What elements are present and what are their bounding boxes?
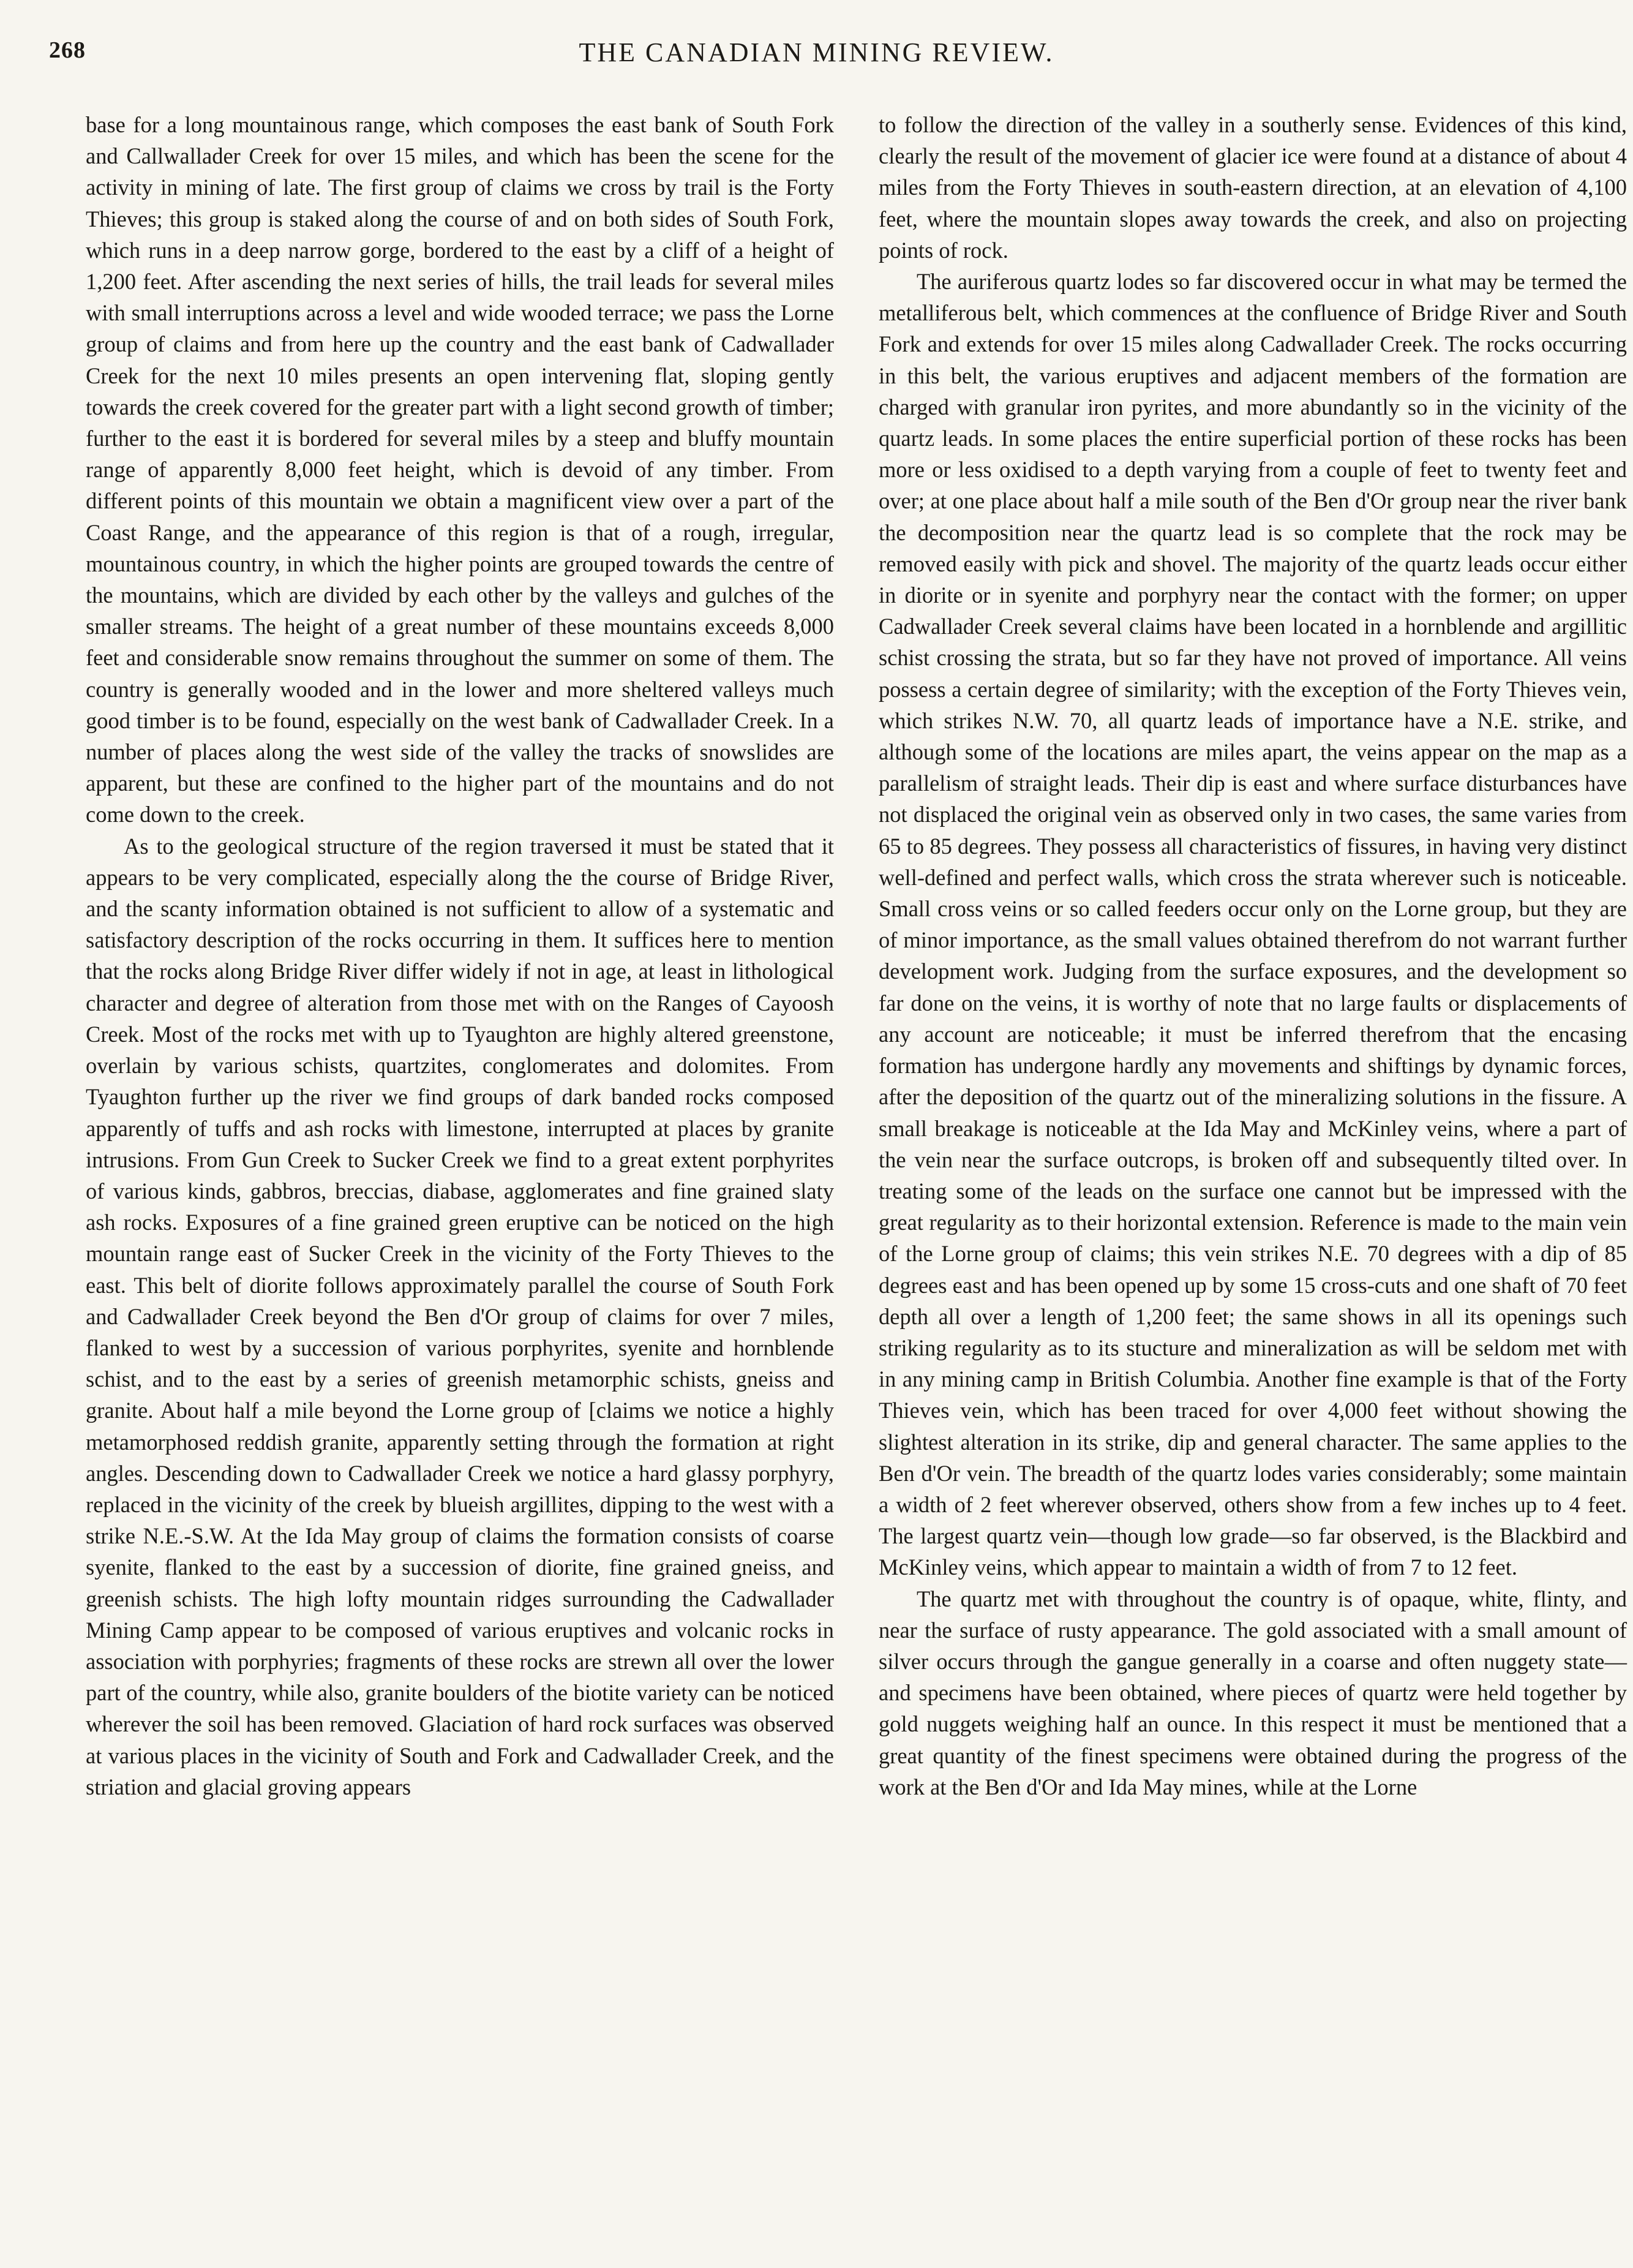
left-column <box>86 109 834 1803</box>
paragraph: The quartz met with throughout the country is of opaque, white, flinty, and near the surface of rusty appearance. The gold associated with a small amount of silver occurs through the gangue generally in a coarse and often nuggety state—and specimens have been obtained, where pieces of quartz were held together by gold nuggets weighing half an ounce. In this respect it must be mentioned that a great quantity of the finest specimens were obtained during the progress of the work at the Ben d'Or and Ida May mines, while at the Lorne <box>879 1586 1627 1799</box>
right-column <box>879 109 1627 1803</box>
paragraph: to follow the direction of the valley in a southerly sense. Evidences of this kind, clearly the result of the movement of glacier ice were found at a distance of about 4 miles from the Forty Thieves in south-eastern direction, at an elevation of 4,100 feet, where the mountain slopes away towards the creek, and also on projecting points of rock. <box>879 112 1627 263</box>
paragraph: base for a long mountainous range, which composes the east bank of South Fork and Callwallader Creek for over 15 miles, and which has been the scene for the activity in mining of late. The first group of claims we cross by trail is the Forty Thieves; this group is staked along the course of and on both sides of South Fork, which runs in a deep narrow gorge, bordered to the east by a cliff of a height of 1,200 feet. After ascending the next series of hills, the trail leads for several miles with small interruptions across a level and wide wooded terrace; we pass the Lorne group of claims and from here up the country and the east bank of Cadwallader Creek for the next 10 miles presents an open intervening flat, sloping gently towards the creek covered for the greater part with a light second growth of timber; further to the east it is bordered for several miles by a steep and bluffy mountain range of apparently 8,000 feet height, which is devoid of any timber. From different points of this mountain we obtain a magnificent view over a part of the Coast Range, and the appearance of this region is that of a rough, irregular, mountainous country, in which the higher points are grouped towards the centre of the mountains, which are divided by each other by the valleys and gulches of the smaller streams. The height of a great number of these mountains exceeds 8,000 feet and considerable snow remains throughout the summer on some of them. The country is generally wooded and in the lower and more sheltered valleys much good timber is to be found, especially on the west bank of Cadwallader Creek. In a number of places along the west side of the valley the tracks of snowslides are apparent, but these are confined to the higher part of the mountains and do not come down to the creek. <box>86 112 834 827</box>
running-title: THE CANADIAN MINING REVIEW. <box>579 37 1054 67</box>
paragraph: As to the geological structure of the region traversed it must be stated that it appears to be very complicated, especially along the the course of Bridge River, and the scanty information obtained is not sufficient to allow of a systematic and satisfactory description of the rocks occurring in them. It suffices here to mention that the rocks along Bridge River differ widely if not in age, at least in lithological character and degree of alteration from those met with on the Ranges of Cayoosh Creek. Most of the rocks met with up to Tyaughton are highly altered greenstone, overlain by various schists, quartzites, conglomerates and dolomites. From Tyaughton further up the river we find groups of dark banded rocks composed apparently of tuffs and ash rocks with limestone, interrupted at places by granite intrusions. From Gun Creek to Sucker Creek we find to a great extent porphyrites of various kinds, gabbros, breccias, diabase, agglomerates and fine grained slaty ash rocks. Exposures of a fine grained green eruptive can be noticed on the high mountain range east of Sucker Creek in the vicinity of the Forty Thieves to the east. This belt of diorite follows approximately parallel the course of South Fork and Cadwallader Creek beyond the Ben d'Or group of claims for over 7 miles, flanked to west by a succession of various porphyrites, syenite and hornblende schist, and to the east by a series of greenish metamorphic schists, gneiss and granite. About half a mile beyond the Lorne group of [claims we notice a highly metamorphosed reddish granite, apparently setting through the formation at right angles. Descending down to Cadwallader Creek we notice a hard glassy porphyry, replaced in the vicinity of the creek by blueish argillites, dipping to the west with a strike N.E.-S.W. At the Ida May group of claims the formation consists of coarse syenite, flanked to the east by a succession of diorite, fine grained gneiss, and greenish schists. The high lofty mountain ridges surrounding the Cadwallader Mining Camp appear to be composed of various eruptives and volcanic rocks in association with porphyries; fragments of these rocks are strewn all over the lower part of the country, while also, granite boulders of the biotite variety can be noticed wherever the soil has been removed. Glaciation of hard rock surfaces was observed at various places in the vicinity of South and Fork and Cadwallader Creek, and the striation and glacial groving appears <box>86 833 834 1799</box>
page-header <box>49 37 1584 80</box>
page-number: 268 <box>49 37 86 63</box>
column-divider <box>857 113 858 2134</box>
paragraph: The auriferous quartz lodes so far discovered occur in what may be termed the metalliferous belt, which commences at the confluence of Bridge River and South Fork and extends for over 15 miles along Cadwallader Creek. The rocks occurring in this belt, the various eruptives and adjacent members of the formation are charged with granular iron pyrites, and more abundantly so in the vicinity of the quartz leads. In some places the entire superficial portion of these rocks has been more or less oxidised to a depth varying from a couple of feet to twenty feet and over; at one place about half a mile south of the Ben d'Or group near the river bank the decomposition near the quartz lead is so complete that the rock may be removed easily with pick and shovel. The majority of the quartz leads occur either in diorite or in syenite and porphyry near the contact with the former; on upper Cadwallader Creek several claims have been located in a hornblende and argillitic schist crossing the strata, but so far they have not proved of importance. All veins possess a certain degree of similarity; with the exception of the Forty Thieves vein, which strikes N.W. 70, all quartz leads of importance have a N.E. strike, and although some of the locations are miles apart, the veins appear on the map as a parallelism of straight leads. Their dip is east and where surface disturbances have not displaced the original vein as observed only in two cases, the same varies from 65 to 85 degrees. They possess all characteristics of fissures, in having very distinct well-defined and perfect walls, which cross the strata wherever such is noticeable. Small cross veins or so called feeders occur only on the Lorne group, but they are of minor importance, as the small values obtained therefrom do not warrant further development work. Judging from the surface exposures, and the development so far done on the veins, it is worthy of note that no large faults or displacements of any account are noticeable; it must be inferred therefrom that the encasing formation has undergone hardly any movements and shiftings by dynamic forces, after the deposition of the quartz out of the mineralizing solutions in the fissure. A small breakage is noticeable at the Ida May and McKinley veins, where a part of the vein near the surface outcrops, is broken off and subsequently tilted over. In treating some of the leads on the surface one cannot but be impressed with the great regularity as to their horizontal extension. Reference is made to the main vein of the Lorne group of claims; this vein strikes N.E. 70 degrees with a dip of 85 degrees east and has been opened up by some 15 cross-cuts and one shaft of 70 feet depth all over a length of 1,200 feet; the same shows in all its openings such striking regularity as to its stucture and mineralization as will be seldom met with in any mining camp in British Columbia. Another fine example is that of the Forty Thieves vein, which has been traced for over 4,000 feet without showing the slightest alteration in its strike, dip and general character. The same applies to the Ben d'Or vein. The breadth of the quartz lodes varies considerably; some maintain a width of 2 feet wherever observed, others show from a few inches up to 4 feet. The largest quartz vein—though low grade—so far observed, is the Blackbird and McKinley veins, which appear to maintain a width of from 7 to 12 feet. <box>879 269 1627 1580</box>
